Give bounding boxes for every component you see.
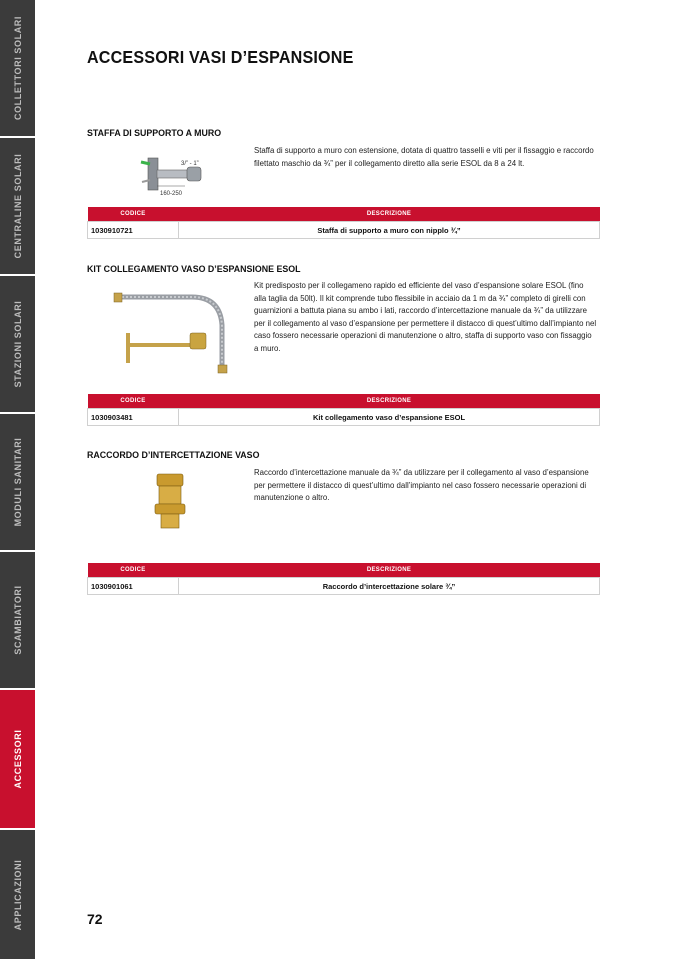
side-tab-accessori[interactable]: ACCESSORI — [0, 690, 35, 830]
product-description: Staffa di supporto a muro con nipplo ¾” — [179, 222, 600, 239]
section-title-raccordo: RACCORDO D’INTERCETTAZIONE VASO — [87, 450, 260, 461]
header-description: DESCRIZIONE — [179, 563, 600, 578]
product-table-staffa — [87, 207, 600, 239]
thread-size-label: 3/” - 1” — [181, 161, 199, 167]
side-tab-centraline-solari[interactable]: CENTRALINE SOLARI — [0, 138, 35, 276]
section-title-staffa: STAFFA DI SUPPORTO A MURO — [87, 128, 222, 139]
product-table-raccordo — [87, 563, 600, 595]
side-tab-stazioni-solari[interactable]: STAZIONI SOLARI — [0, 276, 35, 414]
product-code: 1030910721 — [88, 222, 179, 239]
table-row — [88, 578, 600, 595]
header-code: CODICE — [88, 563, 179, 578]
side-tab-collettori-solari[interactable]: COLLETTORI SOLARI — [0, 0, 35, 138]
header-code: CODICE — [88, 207, 179, 222]
table-header-row — [88, 563, 600, 578]
side-tab-applicazioni[interactable]: APPLICAZIONI — [0, 830, 35, 959]
side-navigation — [0, 0, 35, 959]
length-range-label: 160-250 — [160, 191, 183, 197]
section-description-raccordo: Raccordo d’intercettazione manuale da ¾” da utilizzare per il collegamento al vaso d’espansione per permettere il distacco di quest’ultimo dall’impianto nel caso fossero necessarie operazioni di manutenzione o altro. — [254, 468, 589, 503]
table-header-row — [88, 207, 600, 222]
table-row — [88, 409, 600, 426]
section-title-kit: KIT COLLEGAMENTO VASO D’ESPANSIONE ESOL — [87, 264, 301, 275]
header-description: DESCRIZIONE — [179, 394, 600, 409]
section-description-staffa: Staffa di supporto a muro con estensione, dotata di quattro tasselli e viti per il fissaggio e raccordo filettato maschio da ¾” per il collegamento diretto alla serie ESOL da 8 a 24 lt. — [254, 146, 594, 168]
connection-kit-image — [112, 285, 232, 377]
valve-fitting-icon — [150, 470, 190, 532]
header-description: DESCRIZIONE — [179, 207, 600, 222]
shutoff-valve-image — [150, 470, 190, 532]
table-header-row — [88, 394, 600, 409]
flexible-hose-icon — [112, 285, 232, 377]
table-row — [88, 222, 600, 239]
page-number: 72 — [87, 911, 103, 927]
product-description: Raccordo d’intercettazione solare ¾” — [179, 578, 600, 595]
product-table-kit — [87, 394, 600, 426]
page-title: ACCESSORI VASI D’ESPANSIONE — [87, 47, 354, 67]
section-description-kit: Kit predisposto per il collegameno rapido ed efficiente del vaso d’espansione solare ESOL (fino alla taglia da 50lt). Il kit comprende tubo flessibile in acciaio da 1 m da ¾” completo di girelli con guarnizioni a battuta piana su ambo i lati, raccordo d’intercettazione manuale da ¾” da utilizzare per il collegamento al vaso d’espansione per permettere il distacco di quest’ultimo dall’impianto nel caso fossero necessarie operazioni di manutenzione o altro, staffa di supporto vaso con fissaggio a muro. — [254, 281, 597, 353]
side-tab-moduli-sanitari[interactable]: MODULI SANITARI — [0, 414, 35, 552]
side-tab-scambiatori[interactable]: SCAMBIATORI — [0, 552, 35, 690]
header-code: CODICE — [88, 394, 179, 409]
product-code: 1030901061 — [88, 578, 179, 595]
product-code: 1030903481 — [88, 409, 179, 426]
product-description: Kit collegamento vaso d’espansione ESOL — [179, 409, 600, 426]
